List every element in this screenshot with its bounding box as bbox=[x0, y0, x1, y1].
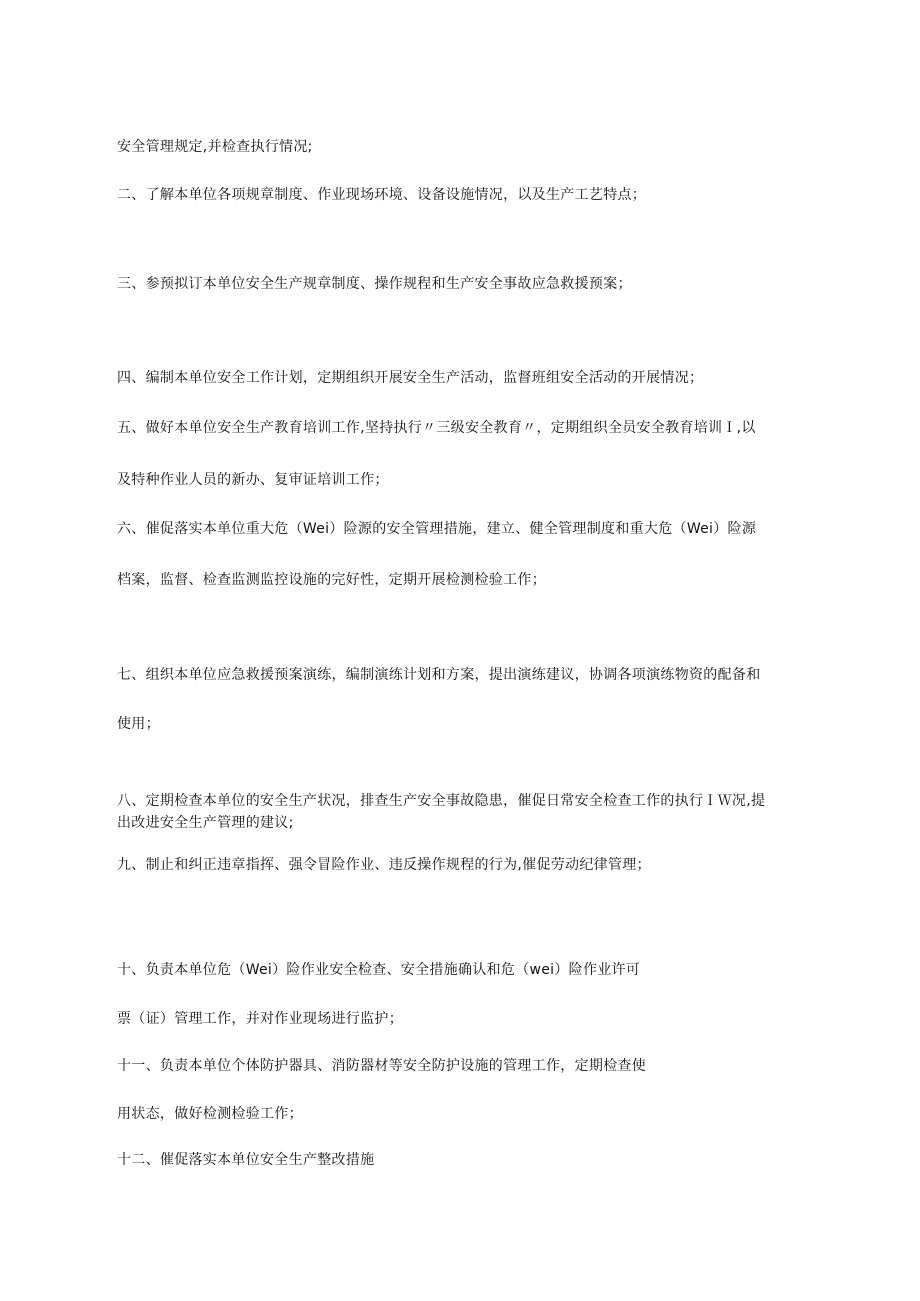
text-line: 票（证）管理工作，并对作业现场进行监护； bbox=[117, 1011, 403, 1027]
text-line: 用状态，做好检测检验工作； bbox=[117, 1106, 303, 1122]
text-line: 十、负责本单位危（Wei）险作业安全检查、安全措施确认和危（wei）险作业许可 bbox=[117, 962, 641, 978]
text-line: 七、组织本单位应急救援预案演练，编制演练计划和方案，提出演练建议，协调各项演练物资的配备和 bbox=[117, 667, 761, 683]
text-line: 十一、负责本单位个体防护器具、消防器材等安全防护设施的管理工作，定期检查使 bbox=[117, 1058, 647, 1074]
text-line: 五、做好本单位安全生产教育培训工作,坚持执行〃三级安全教育〃，定期组织全员安全教育培训Ｉ,以 bbox=[117, 420, 756, 436]
text-line: 及特种作业人员的新办、复审证培训工作； bbox=[117, 472, 389, 488]
text-line: 出改进安全生产管理的建议; bbox=[117, 815, 294, 831]
text-line: 十二、催促落实本单位安全生产整改措施 bbox=[117, 1152, 375, 1168]
text-line: 四、编制本单位安全工作计划，定期组织开展安全生产活动，监督班组安全活动的开展情况； bbox=[117, 370, 704, 386]
text-line: 九、制止和纠正违章指挥、强令冒险作业、违反操作规程的行为,催促劳动纪律管理； bbox=[117, 857, 651, 873]
text-line: 二、了解本单位各项规章制度、作业现场环境、设备设施情况，以及生产工艺特点； bbox=[117, 187, 647, 203]
text-line: 安全管理规定,并检查执行情况; bbox=[117, 139, 313, 155]
text-line: 档案，监督、检查监测监控设施的完好性，定期开展检测检验工作； bbox=[117, 572, 546, 588]
text-line: 三、参预拟订本单位安全生产规章制度、操作规程和生产安全事故应急救援预案； bbox=[117, 276, 632, 292]
text-line: 八、定期检查本单位的安全生产状况，排查生产安全事故隐患，催促日常安全检查工作的执行ＩＷ况,提 bbox=[117, 793, 766, 809]
text-line: 使用； bbox=[117, 716, 160, 732]
text-line: 六、催促落实本单位重大危（Wei）险源的安全管理措施，建立、健全管理制度和重大危（Wei）险源 bbox=[117, 521, 757, 537]
